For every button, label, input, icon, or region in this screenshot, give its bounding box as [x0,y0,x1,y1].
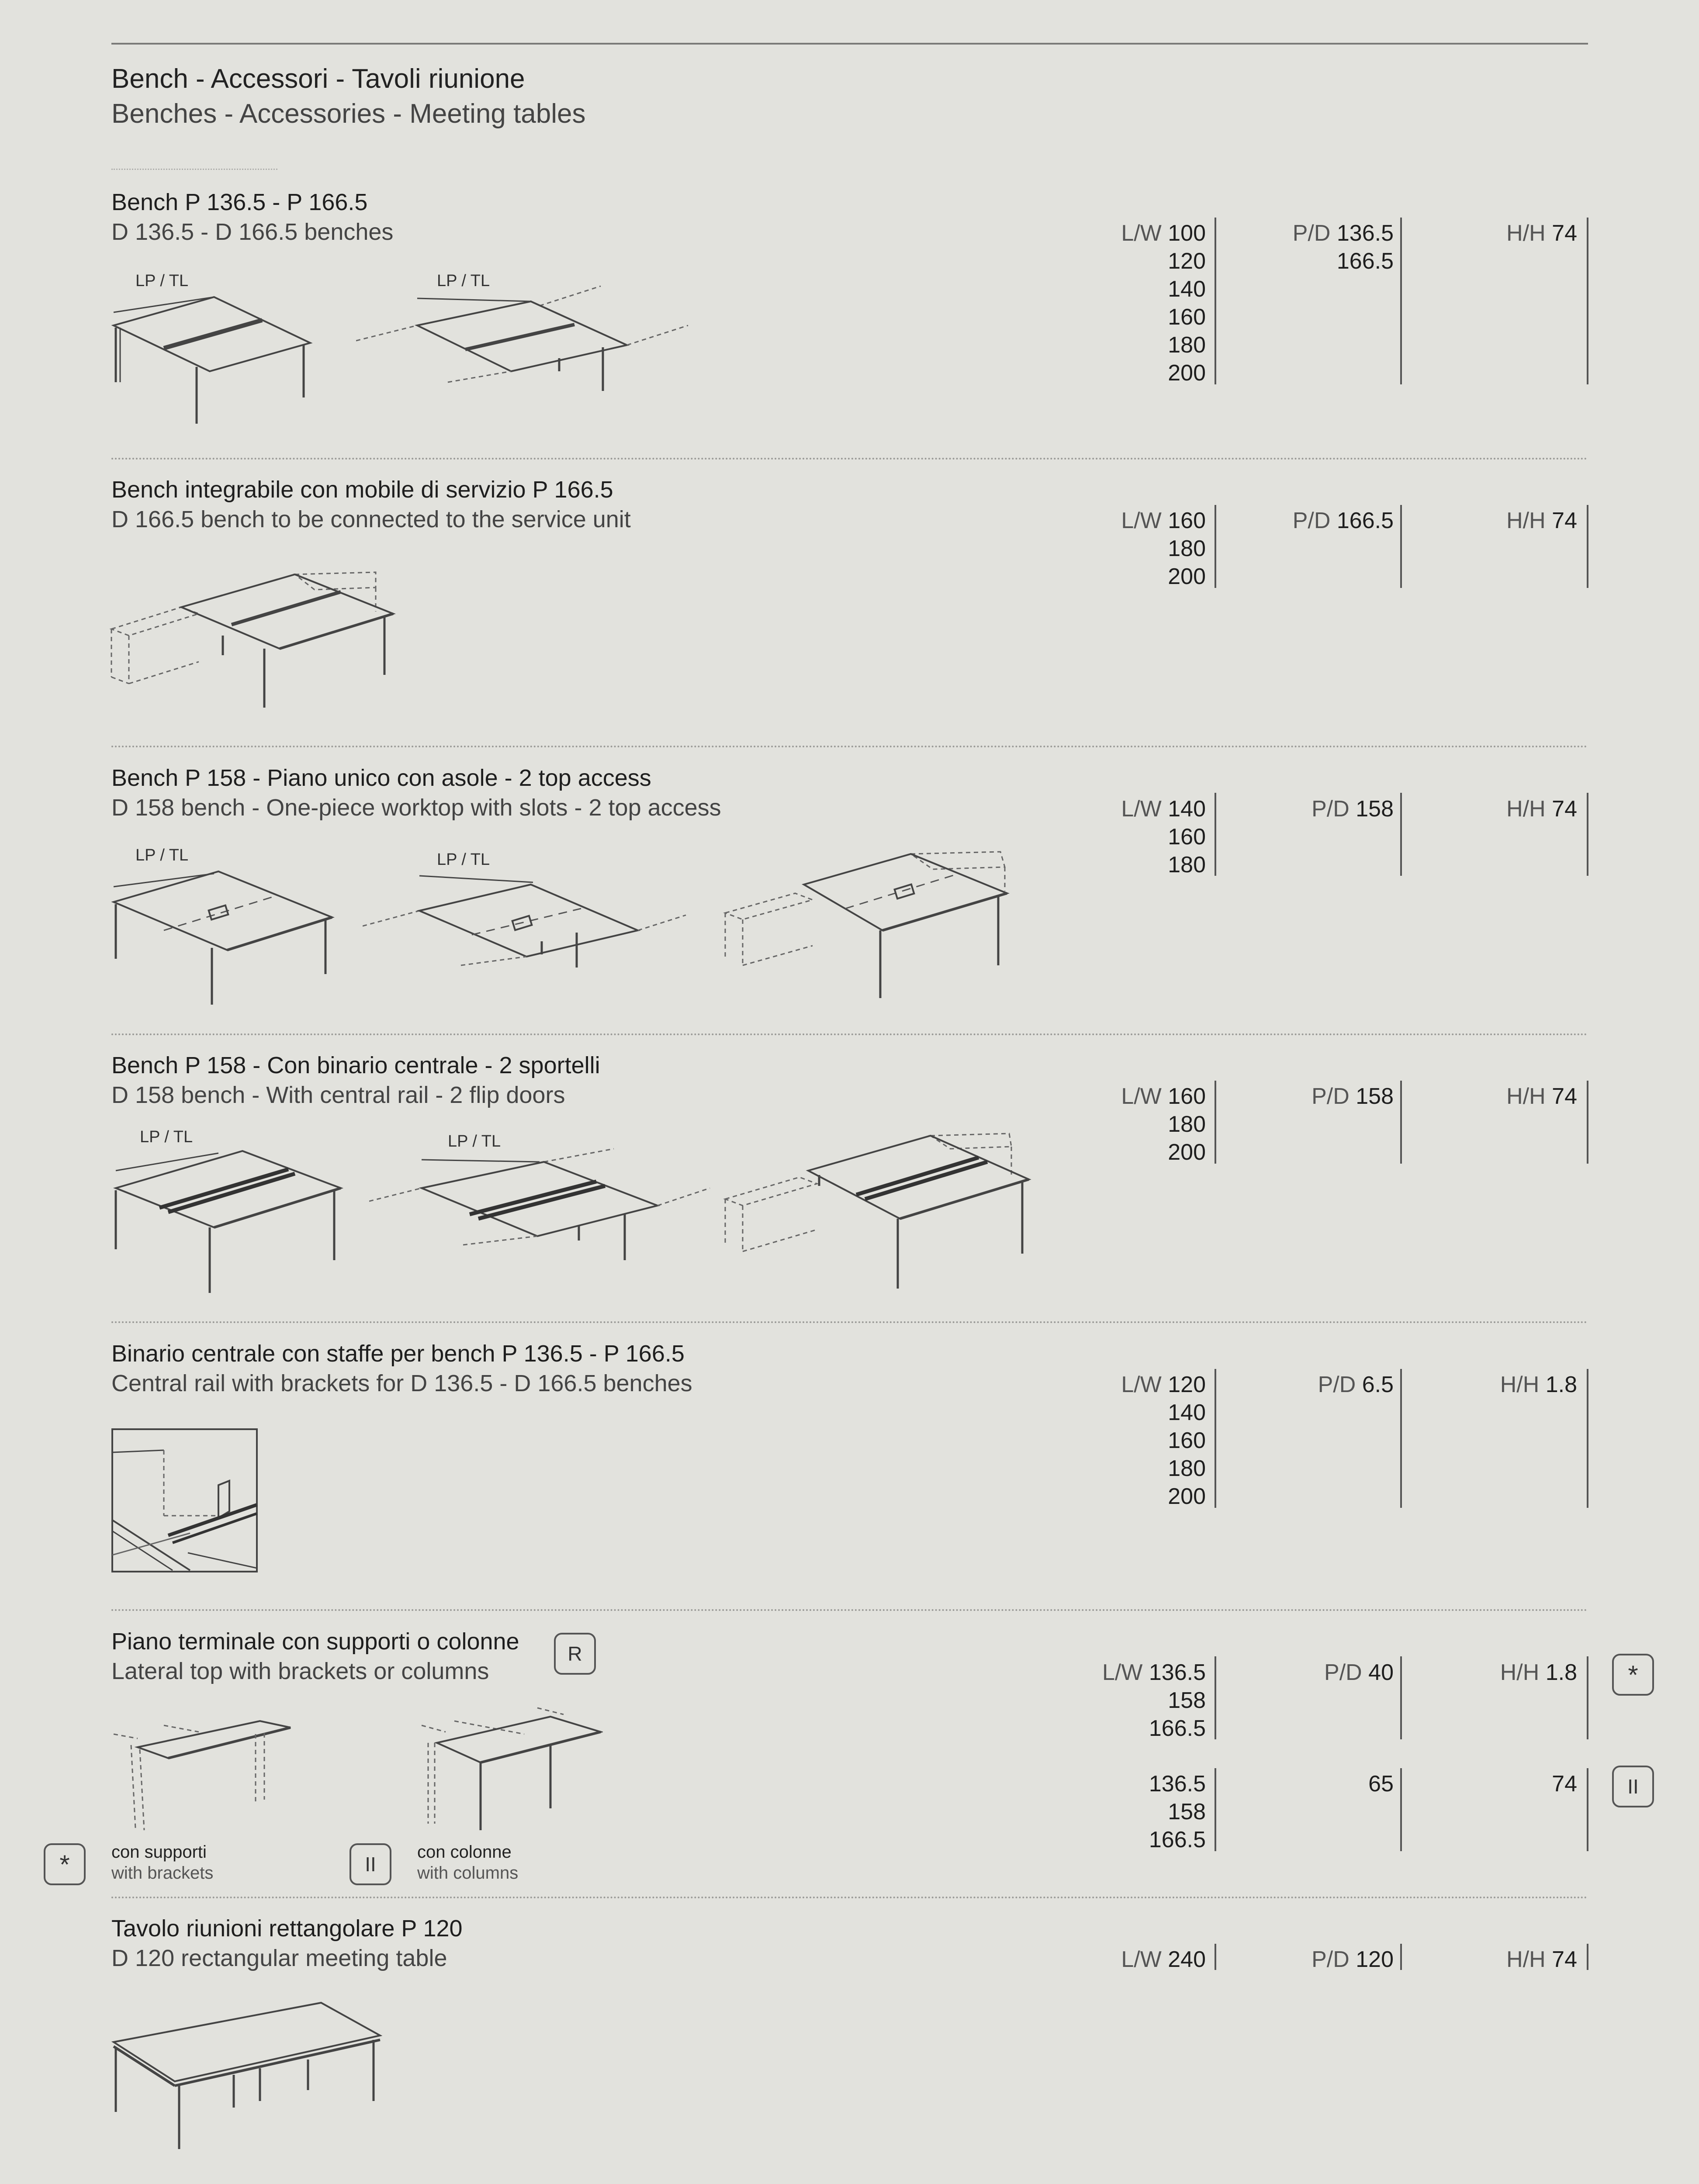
column-divider [1400,505,1402,588]
column-divider [1587,1768,1588,1851]
header-underline [111,169,277,170]
central-rail-detail-drawing [111,1428,258,1572]
section-7-subtitle: D 120 rectangular meeting table [111,1945,447,1971]
section-1-lw: L/W 100 120 140 160 180 200 [1121,221,1206,386]
section-divider [111,1609,1588,1611]
section-2-lw: L/W 160 180 200 [1121,508,1206,589]
bench-slots-drawing-extension [363,843,690,974]
column-divider [1587,1081,1588,1164]
badge-star-brackets: * [1612,1654,1654,1696]
section-3-pd: P/D 158 [1311,796,1394,822]
bench-drawing-extension [356,269,697,400]
section-1-hh: H/H 74 [1506,221,1577,246]
lateral-top-columns-drawing [419,1699,603,1835]
rectangular-meeting-table-drawing [111,1998,382,2153]
option-columns-label: con colonne [417,1842,512,1862]
section-4-title: Bench P 158 - Con binario centrale - 2 sportelli [111,1052,600,1078]
column-divider [1587,505,1588,588]
badge-columns: II [1612,1766,1654,1807]
section-5-hh: H/H 1.8 [1500,1372,1577,1397]
section-3-lw: L/W 140 160 180 [1121,796,1206,878]
section-4-subtitle: D 158 bench - With central rail - 2 flip doors [111,1082,565,1108]
bench-slots-service-unit-drawing [721,843,1014,1005]
column-divider [1215,1768,1216,1851]
badge-columns-left: II [349,1843,391,1885]
section-2-title: Bench integrabile con mobile di servizio P 166.5 [111,477,613,503]
section-3-subtitle: D 158 bench - One-piece worktop with slots - 2 top access [111,795,721,821]
section-5-lw: L/W 120 140 160 180 200 [1121,1372,1206,1509]
column-divider [1400,1768,1402,1851]
section-divider [111,1897,1588,1898]
option-columns-label-en: with columns [417,1863,519,1883]
section-5-pd: P/D 6.5 [1318,1372,1394,1397]
section-6-title: Piano terminale con supporti o colonne [111,1628,519,1655]
svg-text:LP / TL: LP / TL [135,846,189,864]
section-2-subtitle: D 166.5 bench to be connected to the service unit [111,506,631,532]
section-2-hh: H/H 74 [1506,508,1577,533]
badge-r: R [554,1633,596,1675]
top-rule [111,43,1588,45]
option-brackets-label: con supporti [111,1842,207,1862]
section-divider [111,746,1588,747]
svg-text:LP / TL: LP / TL [437,272,490,290]
column-divider [1400,1944,1402,1970]
column-divider [1400,1369,1402,1508]
section-6-hh: H/H 1.8 [1500,1660,1577,1685]
column-divider [1215,1944,1216,1970]
column-divider [1215,505,1216,588]
section-6-pd-2: 65 [1368,1771,1394,1797]
column-divider [1587,1369,1588,1508]
section-7-title: Tavolo riunioni rettangolare P 120 [111,1915,463,1942]
svg-text:LP / TL: LP / TL [437,850,490,869]
bench-drawing-side [111,269,321,430]
section-1-subtitle: D 136.5 - D 166.5 benches [111,219,394,245]
section-4-pd: P/D 158 [1311,1084,1394,1109]
column-divider [1215,1081,1216,1164]
badge-star-left: * [44,1843,86,1885]
section-6-lw: L/W 136.5 158 166.5 [1102,1660,1206,1741]
lateral-top-brackets-drawing [111,1699,295,1835]
bench-rail-drawing-side [111,1129,347,1299]
column-divider [1215,1656,1216,1739]
bench-rail-drawing-extension [369,1129,714,1269]
section-5-subtitle: Central rail with brackets for D 136.5 - D 166.5 benches [111,1370,692,1396]
section-7-lw: L/W 240 [1121,1947,1206,1972]
section-7-hh: H/H 74 [1506,1947,1577,1972]
column-divider [1587,1944,1588,1970]
section-6-hh-2: 74 [1552,1771,1577,1797]
column-divider [1587,1656,1588,1739]
column-divider [1400,793,1402,876]
page-title: Bench - Accessori - Tavoli riunione [111,64,525,94]
column-divider [1587,218,1588,384]
section-divider [111,458,1588,460]
section-3-title: Bench P 158 - Piano unico con asole - 2 top access [111,765,651,791]
svg-text:LP / TL: LP / TL [140,1129,193,1146]
bench-service-unit-drawing [109,563,398,712]
section-5-title: Binario centrale con staffe per bench P 136.5 - P 166.5 [111,1341,685,1367]
section-3-hh: H/H 74 [1506,796,1577,822]
svg-text:LP / TL: LP / TL [448,1132,501,1151]
section-1-title: Bench P 136.5 - P 166.5 [111,189,368,215]
column-divider [1215,218,1216,384]
svg-text:LP / TL: LP / TL [135,272,189,290]
section-divider [111,1033,1588,1035]
column-divider [1215,793,1216,876]
column-divider [1400,1081,1402,1164]
section-6-lw-2: 136.5 158 166.5 [1149,1771,1206,1852]
option-brackets-label-en: with brackets [111,1863,214,1883]
section-2-pd: P/D 166.5 [1292,508,1394,533]
column-divider [1587,793,1588,876]
section-4-lw: L/W 160 180 200 [1121,1084,1206,1165]
column-divider [1400,218,1402,384]
section-4-hh: H/H 74 [1506,1084,1577,1109]
column-divider [1400,1656,1402,1739]
section-6-subtitle: Lateral top with brackets or columns [111,1658,489,1684]
section-7-pd: P/D 120 [1311,1947,1394,1972]
column-divider [1215,1369,1216,1508]
section-divider [111,1321,1588,1323]
page-subtitle: Benches - Accessories - Meeting tables [111,99,586,129]
bench-slots-drawing-side [111,843,339,1009]
section-1-pd: P/D 136.5 166.5 [1292,221,1394,274]
bench-rail-service-unit-drawing [721,1129,1035,1295]
section-6-pd: P/D 40 [1324,1660,1394,1685]
